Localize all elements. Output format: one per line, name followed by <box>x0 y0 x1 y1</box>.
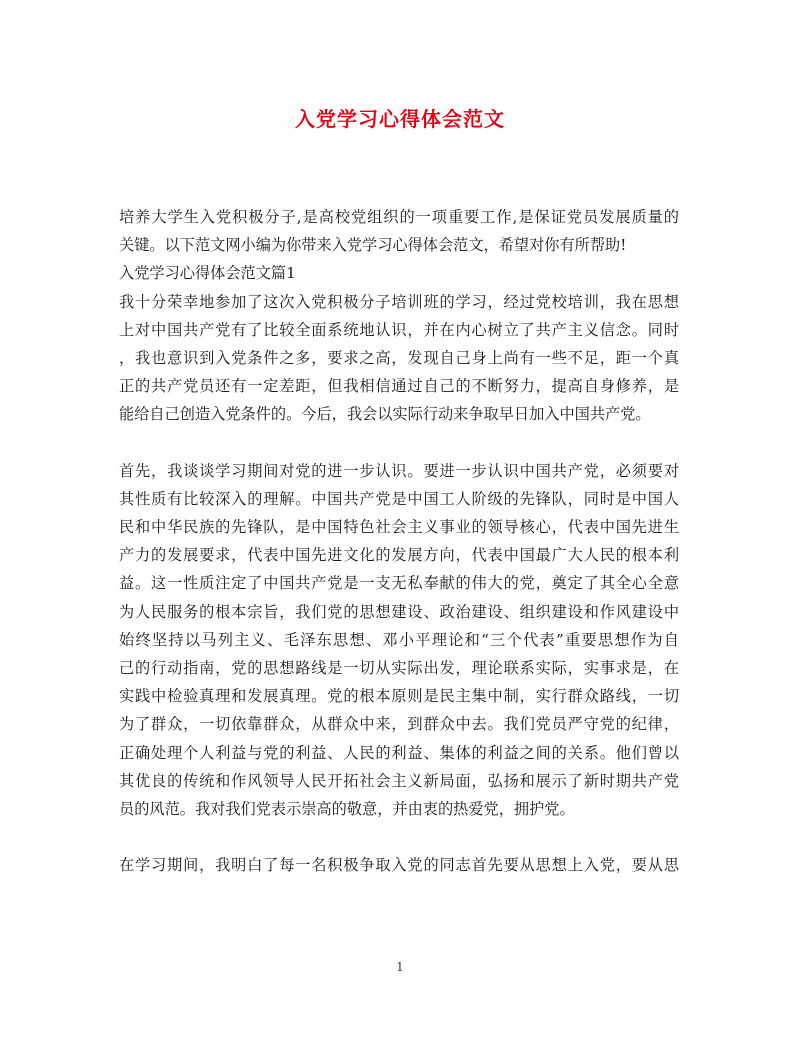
text-line: 为了群众，一切依靠群众，从群众中来，到群众中去。我们党员严守党的纪律， <box>119 715 679 734</box>
document-title: 入党学习心得体会范文 <box>295 107 505 131</box>
text-line: 益。这一性质注定了中国共产党是一支无私奉献的伟大的党，奠定了其全心全意 <box>119 574 679 593</box>
text-line: 实践中检验真理和发展真理。党的根本原则是民主集中制，实行群众路线，一切 <box>119 687 679 706</box>
text-line: 其优良的传统和作风领导人民开拓社会主义新局面，弘扬和展示了新时期共产党 <box>119 771 679 790</box>
text-line: 能给自己创造入党条件的。今后，我会以实际行动来争取早日加入中国共产党。 <box>119 405 651 424</box>
text-line: 己的行动指南，党的思想路线是一切从实际出发，理论联系实际，实事求是，在 <box>119 659 679 677</box>
text-line: 关键。以下范文网小编为你带来入党学习心得体会范文，希望对你有所帮助! <box>119 236 627 255</box>
paragraph-gap <box>119 823 679 851</box>
text-line: 我十分荣幸地参加了这次入党积极分子培训班的学习，经过党校培训，我在思想 <box>119 292 679 311</box>
page-number: 1 <box>396 960 404 974</box>
text-line: 为人民服务的根本宗旨，我们党的思想建设、政治建设、组织建设和作风建设中 <box>119 602 679 621</box>
text-line: 民和中华民族的先锋队，是中国特色社会主义事业的领导核心，代表中国先进生 <box>119 518 679 537</box>
paragraph-gap <box>119 429 679 457</box>
text-line: 产力的发展要求，代表中国先进文化的发展方向，代表中国最广大人民的根本利 <box>119 546 679 565</box>
text-line: 首先，我谈谈学习期间对党的进一步认识。要进一步认识中国共产党，必须要对 <box>119 461 679 480</box>
text-line: 在学习期间，我明白了每一名积极争取入党的同志首先要从思想上入党，要从思 <box>119 856 679 875</box>
text-line: 正的共产党员还有一定差距，但我相信通过自己的不断努力，提高自身修养，是 <box>119 377 679 396</box>
text-line: 始终坚持以马列主义、毛泽东思想、邓小平理论和“三个代表”重要思想作为自 <box>119 630 679 649</box>
text-line: ，我也意识到入党条件之多，要求之高，发现自己身上尚有一些不足，距一个真 <box>119 348 679 367</box>
text-line: 其性质有比较深入的理解。中国共产党是中国工人阶级的先锋队，同时是中国人 <box>119 489 679 508</box>
document-body <box>119 203 679 880</box>
text-line: 员的风范。我对我们党表示崇高的敬意，并由衷的热爱党，拥护党。 <box>119 799 575 818</box>
text-line: 正确处理个人利益与党的利益、人民的利益、集体的利益之间的关系。他们曾以 <box>119 743 679 762</box>
text-line: 培养大学生入党积极分子,是高校党组织的一项重要工作,是保证党员发展质量的 <box>119 208 679 226</box>
text-line: 上对中国共产党有了比较全面系统地认识，并在内心树立了共产主义信念。同时 <box>119 320 679 339</box>
section-heading: 入党学习心得体会范文篇1 <box>119 264 296 283</box>
